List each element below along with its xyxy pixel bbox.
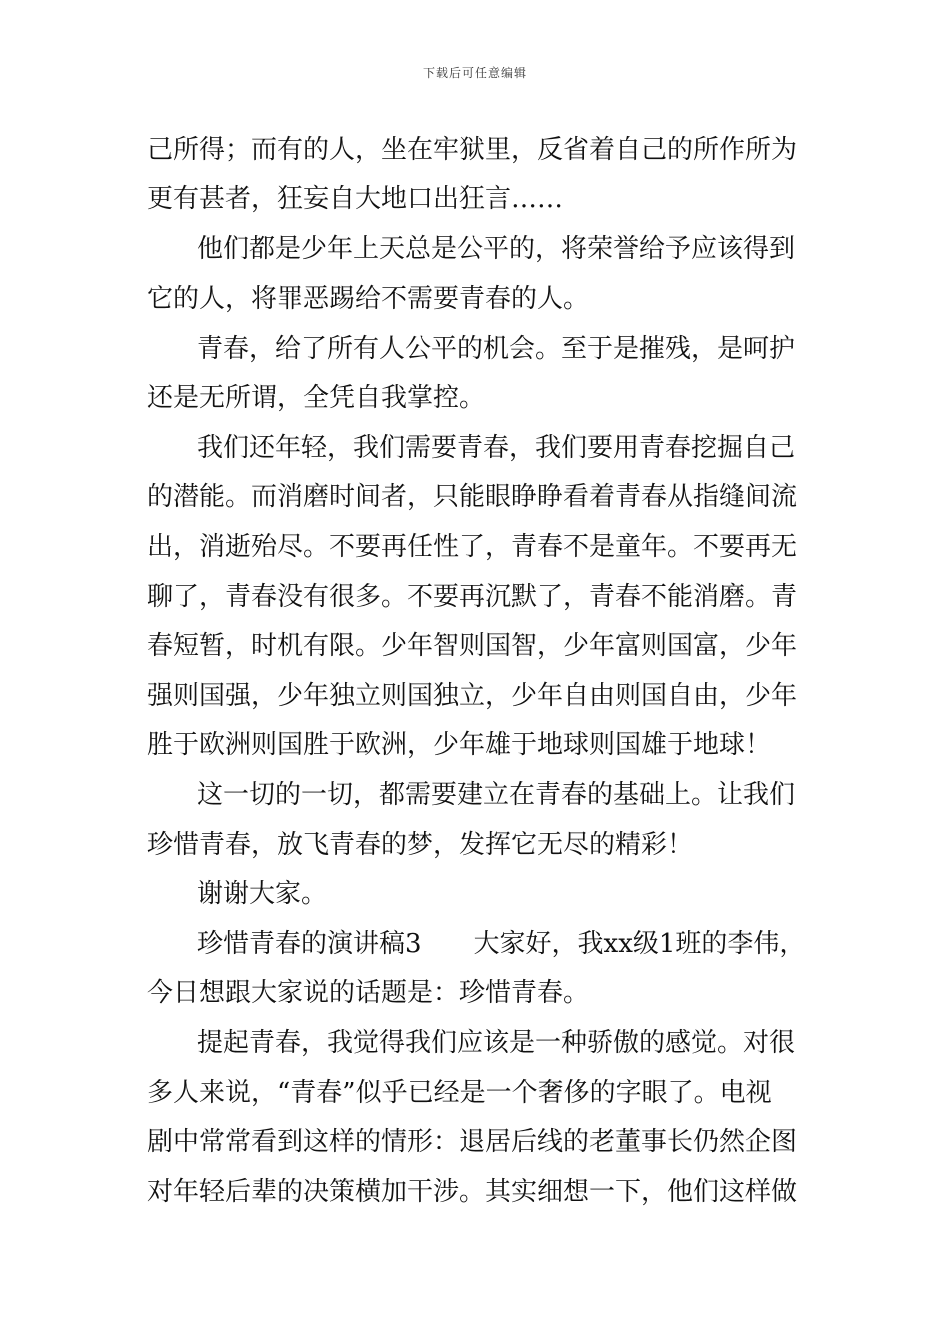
body-line: 它的人，将罪恶踢给不需要青春的人。 [147,284,590,314]
body-line: 春短暂，时机有限。少年智则国智，少年富则国富，少年 [147,631,798,661]
body-line: 珍惜青春，放飞青春的梦，发挥它无尽的精彩！ [147,830,694,860]
body-line: 的潜能。而消磨时间者，只能眼睁睁看着青春从指缝间流 [147,482,798,512]
body-line: 提起青春，我觉得我们应该是一种骄傲的感觉。对很 [197,1028,796,1058]
body-line: 今日想跟大家说的话题是：珍惜青春。 [147,978,590,1008]
body-line: 珍惜青春的演讲稿3 大家好，我xx级1班的李伟， [197,929,806,959]
body-line: 己所得；而有的人，坐在牢狱里，反省着自己的所作所为 [147,135,798,165]
body-line: 更有甚者，狂妄自大地口出狂言…… [147,184,564,214]
body-line: 聊了，青春没有很多。不要再沉默了，青春不能消磨。青 [147,582,798,612]
body-line: 多人来说，“青春”似乎已经是一个奢侈的字眼了。电视 [147,1078,772,1108]
body-line: 青春，给了所有人公平的机会。至于是摧残，是呵护 [197,334,796,364]
page-header: 下载后可任意编辑 [422,66,527,80]
body-line: 出，消逝殆尽。不要再任性了，青春不是童年。不要再无 [147,532,798,562]
body-line: 这一切的一切，都需要建立在青春的基础上。让我们 [197,780,796,810]
body-line: 谢谢大家。 [197,879,328,909]
body-line: 我们还年轻，我们需要青春，我们要用青春挖掘自己 [197,433,796,463]
body-line: 还是无所谓，全凭自我掌控。 [147,383,486,413]
body-line: 强则国强，少年独立则国独立，少年自由则国自由，少年 [147,681,798,711]
body-line: 他们都是少年上天总是公平的，将荣誉给予应该得到 [197,234,796,264]
body-line: 对年轻后辈的决策横加干涉。其实细想一下，他们这样做 [147,1177,798,1207]
body-line: 胜于欧洲则国胜于欧洲，少年雄于地球则国雄于地球！ [147,730,772,760]
body-line: 剧中常常看到这样的情形：退居后线的老董事长仍然企图 [147,1127,798,1157]
